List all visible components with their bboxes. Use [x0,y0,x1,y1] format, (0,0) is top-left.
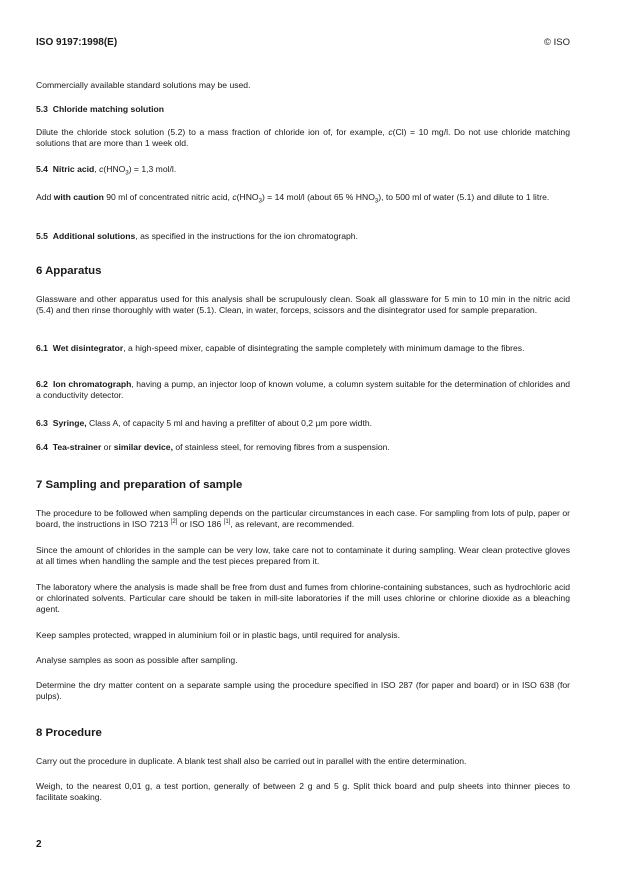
clause-number: 6.4 [36,442,48,452]
document-id: ISO 9197:1998(E) [36,37,118,48]
clause-title: Chloride matching solution [52,104,164,114]
subclause-5-3-title [36,104,570,115]
subclause-5-4-title: 5.4 Nitric acid, $c(HNO_3) = 1,3$ mol/l. [36,164,177,177]
clause-number: 6.2 [36,379,48,389]
text-part: , as specified in the instructions for the ion chromatograph. [135,231,358,241]
reference-superscript: [2] [170,519,178,526]
page-number: 2 [36,839,42,850]
clause-title: Ion chromatograph [52,379,132,389]
clause-title: Nitric acid [52,164,95,174]
text-part: or [101,442,114,452]
text-part: Add [36,192,54,202]
text-part: or ISO 186 [177,519,224,529]
section-6-heading: 6 Apparatus [36,265,102,277]
text-part: Dilute the chloride stock solution (5.2) to a mass fraction of chloride ion of, for example, [36,127,389,137]
clause-title: Additional solutions [52,231,136,241]
italic-c: c [99,164,104,174]
clause-title: Tea-strainer [52,442,102,452]
text-part: , having a pump, an injector loop of known volume, a column system suitable for the determination of chlorides and a conductivity detector. [36,379,570,400]
section-7-paragraph-4: Keep samples protected, wrapped in aluminium foil or in plastic bags, until required for analysis. [36,630,400,640]
section-7-paragraph-2: Since the amount of chlorides in the sample can be very low, take care not to contaminate it during sampling. Wear clean protective gloves at all times when handling the sample and the test pieces prepared from it. [36,545,570,566]
subscript: 3 [258,198,262,205]
section-7-paragraph-3: The laboratory where the analysis is made shall be free from dust and fumes from chlorine-containing substances, such as hydrochloric acid or chlorinated solvents. Particular care should be taken in mill-site laboratories if the mill uses chlorine or chlorine dioxide as a bleaching agent. [36,582,570,614]
section-7-paragraph-1 [36,508,570,530]
clause-number: 6.3 [36,418,48,428]
clause-title: Syringe, [52,418,87,428]
text-part: Class A, of capacity 5 ml and having a prefilter of about 0,2 µm pore width. [86,418,373,428]
italic-c: c [388,127,393,137]
formula-part: (HNO [103,164,126,174]
section-8-paragraph-2: Weigh, to the nearest 0,01 g, a test portion, generally of between 2 g and 5 g. Split thick board and pulp sheets into thinner pieces to facilitate soaking. [36,781,570,802]
item-6-2 [36,379,570,401]
text-part: , a high-speed mixer, capable of disintegrating the sample completely with minimum damage to the fibres. [123,343,525,353]
formula-part: ) = 1,3 mol/l. [128,164,177,174]
clause-number: 5.3 [36,104,48,114]
reference-superscript: [1] [223,519,231,526]
clause-number: 6.1 [36,343,48,353]
item-6-4 [36,442,570,453]
text-part: The procedure to be followed when sampling depends on the particular circumstances in each case. For sampling from lots of pulp, paper or board, the instructions in ISO 7213 [36,508,570,529]
section-8-heading: 8 Procedure [36,727,102,739]
text-part: ) = 14 mol/l (about 65 % HNO [261,192,375,202]
caution-text: with caution [53,192,104,202]
text-part: (HNO [236,192,259,202]
section-6-intro: Glassware and other apparatus used for this analysis shall be scrupulously clean. Soak all glassware for 5 min to 10 min in the nitric acid (5.4) and then rinse thoroughly with water (5.1). Clean, in water, forceps, scissors and the disintegrator used for sample preparation. [36,294,570,315]
section-7-paragraph-5: Analyse samples as soon as possible after sampling. [36,655,238,665]
section-8-paragraph-1: Carry out the procedure in duplicate. A blank test shall also be carried out in parallel with the entire determination. [36,756,467,766]
text-part: ), to 500 ml of water (5.1) and dilute to 1 litre. [378,192,550,202]
text-part: , as relevant, are recommended. [230,519,355,529]
subclause-5-4-text [36,192,570,203]
item-6-3 [36,418,570,429]
section-7-heading: 7 Sampling and preparation of sample [36,479,243,491]
item-6-1 [36,343,570,354]
paragraph-commercial: Commercially available standard solutions may be used. [36,80,251,90]
text-part: (Cl) = 10 mg/l. Do not use chloride matching solutions that are more than 1 week old. [36,127,570,148]
italic-c: c [232,192,237,202]
subclause-5-3-text [36,127,570,149]
subscript: 3 [125,170,129,177]
text-part: 90 ml of concentrated nitric acid, [103,192,233,202]
subscript: 3 [374,198,379,205]
section-7-paragraph-6: Determine the dry matter content on a separate sample using the procedure specified in ISO 287 (for paper and board) or in ISO 638 (for pulps). [36,680,570,701]
copyright-notice: © ISO [543,37,570,48]
clause-number: 5.4 [36,164,48,174]
clause-title: similar device, [113,442,173,452]
clause-title: Wet disintegrator [52,343,124,353]
subclause-5-5 [36,231,570,242]
clause-number: 5.5 [36,231,48,241]
text-part: of stainless steel, for removing fibres from a suspension. [172,442,390,452]
